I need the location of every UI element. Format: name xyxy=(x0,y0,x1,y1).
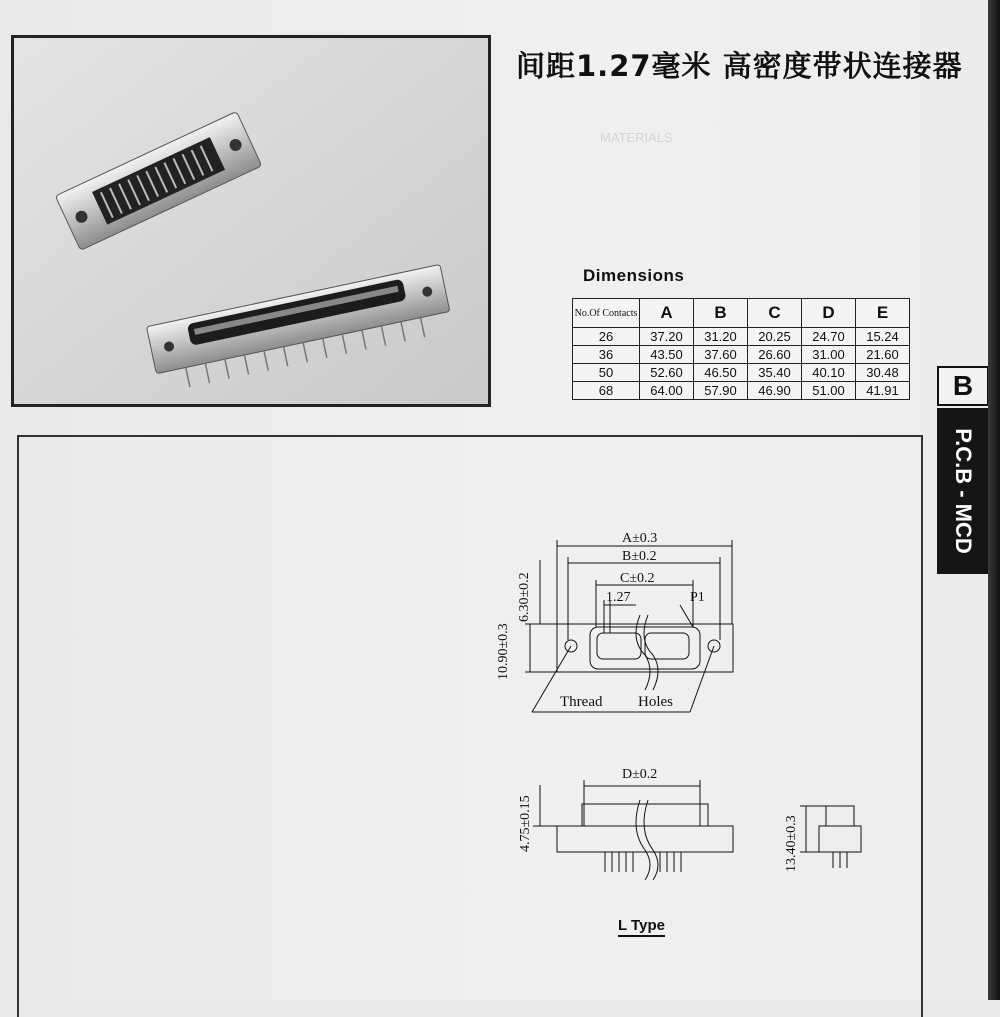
dim-label-d: D±0.2 xyxy=(622,767,658,782)
table-cell: 36 xyxy=(573,346,640,364)
top-view-slot-left xyxy=(597,633,641,659)
break-line xyxy=(636,615,650,690)
column-header: A xyxy=(640,299,694,328)
table-cell: 37.60 xyxy=(694,346,748,364)
front-view-top xyxy=(582,804,708,826)
front-view-pins xyxy=(605,852,681,872)
table-cell: 20.25 xyxy=(748,328,802,346)
dim-label-pitch: 1.27 xyxy=(606,590,631,605)
column-header: E xyxy=(856,299,910,328)
table-cell: 57.90 xyxy=(694,382,748,400)
side-view-top xyxy=(826,806,854,826)
table-cell: 31.00 xyxy=(802,346,856,364)
column-header: C xyxy=(748,299,802,328)
dim-label-c: C±0.2 xyxy=(620,571,655,586)
dim-label-475: 4.75±0.15 xyxy=(518,795,533,852)
holes-label: Holes xyxy=(638,694,673,710)
dim-label-1090: 10.90±0.3 xyxy=(496,623,511,680)
page-edge-shadow xyxy=(988,0,1000,1000)
section-tab-letter: B xyxy=(937,366,989,406)
dim-label-b: B±0.2 xyxy=(622,549,657,564)
table-cell: 21.60 xyxy=(856,346,910,364)
table-cell: 40.10 xyxy=(802,364,856,382)
table-cell: 41.91 xyxy=(856,382,910,400)
l-type-caption: L Type xyxy=(618,917,665,937)
table-cell: 51.00 xyxy=(802,382,856,400)
break-line xyxy=(644,615,658,690)
table-cell: 52.60 xyxy=(640,364,694,382)
table-cell: 26.60 xyxy=(748,346,802,364)
table-cell: 35.40 xyxy=(748,364,802,382)
table-cell: 46.50 xyxy=(694,364,748,382)
dim-label-630: 6.30±0.2 xyxy=(517,572,532,622)
bleed-through-text: MATERIALS xyxy=(600,130,673,145)
column-header: D xyxy=(802,299,856,328)
thread-label: Thread xyxy=(560,694,603,710)
table-cell: 24.70 xyxy=(802,328,856,346)
dim-label-1340: 13.40±0.3 xyxy=(784,815,799,872)
holes-leader xyxy=(690,646,714,712)
section-tab-label: P.C.B - MCD xyxy=(951,428,976,554)
table-cell: 15.24 xyxy=(856,328,910,346)
table-cell: 30.48 xyxy=(856,364,910,382)
dim-label-a: A±0.3 xyxy=(622,531,658,546)
column-header: No.Of Contacts xyxy=(573,299,640,328)
table-cell: 43.50 xyxy=(640,346,694,364)
side-view-body xyxy=(819,826,861,852)
table-cell: 50 xyxy=(573,364,640,382)
table-cell: 31.20 xyxy=(694,328,748,346)
page-title: 间距1.27毫米 高密度带状连接器 xyxy=(516,49,963,83)
table-cell: 26 xyxy=(573,328,640,346)
break-line xyxy=(644,800,658,880)
top-view-slot-right xyxy=(645,633,689,659)
table-cell: 46.90 xyxy=(748,382,802,400)
table-cell: 37.20 xyxy=(640,328,694,346)
table-cell: 68 xyxy=(573,382,640,400)
table-cell: 64.00 xyxy=(640,382,694,400)
dimensions-heading: Dimensions xyxy=(583,266,685,285)
break-line xyxy=(636,800,650,880)
column-header: B xyxy=(694,299,748,328)
p1-label: P1 xyxy=(690,590,705,605)
